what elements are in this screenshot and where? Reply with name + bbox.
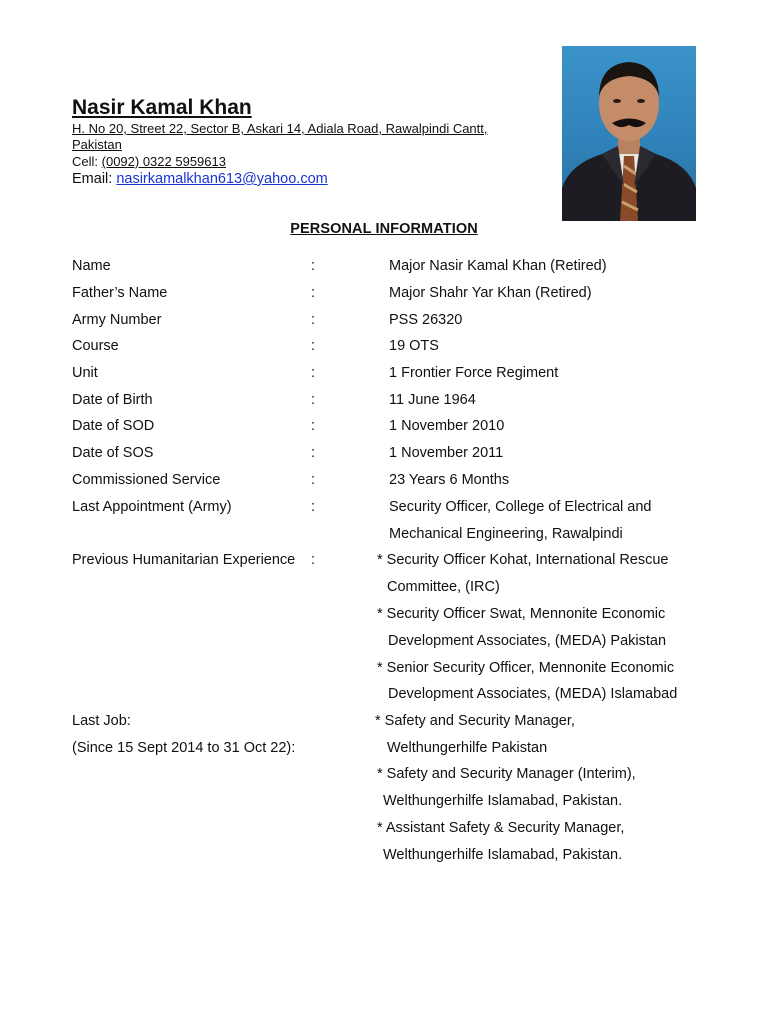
info-row-last-job-cont	[0, 815, 768, 842]
field-label: Army Number	[72, 312, 162, 328]
field-value: PSS 26320	[389, 312, 463, 328]
field-label: Previous Humanitarian Experience	[72, 552, 296, 568]
info-row-date-of-sod	[0, 413, 768, 440]
person-name: Nasir Kamal Khan	[72, 96, 252, 119]
info-row-commissioned-service	[0, 467, 768, 494]
field-label: Father’s Name	[72, 285, 168, 301]
field-colon: :	[311, 392, 316, 408]
field-value: 11 June 1964	[389, 392, 476, 408]
cell-label: Cell:	[72, 154, 99, 169]
info-row-last-job	[0, 708, 768, 735]
field-value: 1 November 2010	[389, 418, 505, 434]
cell-number: (0092) 0322 5959613	[101, 154, 226, 169]
info-row-course	[0, 333, 768, 360]
field-value: 1 November 2011	[389, 445, 504, 461]
experience-item: * Security Officer Swat, Mennonite Economic	[377, 606, 666, 622]
experience-item-cont: Development Associates, (MEDA) Pakistan	[388, 633, 667, 649]
info-row-last-job-cont	[0, 788, 768, 815]
field-colon: :	[311, 312, 316, 328]
field-label: Date of Birth	[72, 392, 153, 408]
field-colon: :	[311, 365, 316, 381]
field-label: Unit	[72, 365, 98, 381]
field-colon: :	[311, 418, 316, 434]
info-row-last-appointment	[0, 494, 768, 521]
info-row-last-job-cont	[0, 842, 768, 869]
info-row-date-of-birth	[0, 387, 768, 414]
email-link[interactable]: nasirkamalkhan613@yahoo.com	[116, 171, 328, 187]
field-colon: :	[311, 499, 316, 515]
experience-item: * Senior Security Officer, Mennonite Economic	[377, 660, 675, 676]
info-row-humanitarian-experience	[0, 547, 768, 574]
field-value: 1 Frontier Force Regiment	[389, 365, 559, 381]
address-line-1: H. No 20, Street 22, Sector B, Askari 14, Adiala Road, Rawalpindi Cantt,	[72, 121, 488, 136]
section-title-personal-information: PERSONAL INFORMATION	[290, 221, 478, 237]
field-colon: :	[311, 285, 316, 301]
field-value: Major Nasir Kamal Khan (Retired)	[389, 258, 607, 274]
job-item-cont: Welthungerhilfe Islamabad, Pakistan.	[383, 793, 623, 809]
experience-item: * Security Officer Kohat, International Rescue	[377, 552, 669, 568]
info-row-last-appointment-cont	[0, 521, 768, 548]
field-value: Major Shahr Yar Khan (Retired)	[389, 285, 592, 301]
info-row-last-job-cont	[0, 761, 768, 788]
field-label: Last Appointment (Army)	[72, 499, 232, 515]
info-row-unit	[0, 360, 768, 387]
field-colon: :	[311, 445, 316, 461]
field-label: Last Job:	[72, 713, 131, 729]
email-line	[72, 170, 542, 189]
info-row-humanitarian-cont	[0, 681, 768, 708]
email-label: Email:	[72, 171, 113, 187]
info-row-name	[0, 253, 768, 280]
field-label: Commissioned Service	[72, 472, 221, 488]
field-colon: :	[311, 472, 316, 488]
field-colon: :	[311, 338, 316, 354]
info-row-humanitarian-cont	[0, 601, 768, 628]
experience-item-cont: Development Associates, (MEDA) Islamabad	[388, 686, 678, 702]
field-label: Name	[72, 258, 111, 274]
field-value-line-2: Mechanical Engineering, Rawalpindi	[389, 526, 623, 542]
address	[72, 121, 522, 153]
job-item-cont: Welthungerhilfe Islamabad, Pakistan.	[383, 847, 623, 863]
job-item: * Assistant Safety & Security Manager,	[377, 820, 625, 836]
field-label: Course	[72, 338, 119, 354]
field-value: 23 Years 6 Months	[389, 472, 510, 488]
profile-photo	[562, 46, 696, 221]
field-value: 19 OTS	[389, 338, 439, 354]
job-period: (Since 15 Sept 2014 to 31 Oct 22):	[72, 740, 296, 756]
info-row-fathers-name	[0, 280, 768, 307]
field-label: Date of SOD	[72, 418, 155, 434]
field-colon: :	[311, 258, 316, 274]
info-row-humanitarian-cont	[0, 628, 768, 655]
field-colon: :	[311, 552, 316, 568]
contact-header	[72, 95, 542, 189]
info-row-date-of-sos	[0, 440, 768, 467]
job-item: * Safety and Security Manager,	[375, 713, 575, 729]
info-row-humanitarian-cont	[0, 574, 768, 601]
field-label: Date of SOS	[72, 445, 154, 461]
experience-item-cont: Committee, (IRC)	[387, 579, 500, 595]
info-row-humanitarian-cont	[0, 655, 768, 682]
field-value-line-1: Security Officer, College of Electrical and	[389, 499, 652, 515]
info-row-last-job-period	[0, 735, 768, 762]
address-line-2: Pakistan	[72, 137, 122, 152]
job-item-cont: Welthungerhilfe Pakistan	[387, 740, 548, 756]
info-row-army-number	[0, 307, 768, 334]
cell-line	[72, 153, 542, 170]
job-item: * Safety and Security Manager (Interim),	[377, 766, 636, 782]
